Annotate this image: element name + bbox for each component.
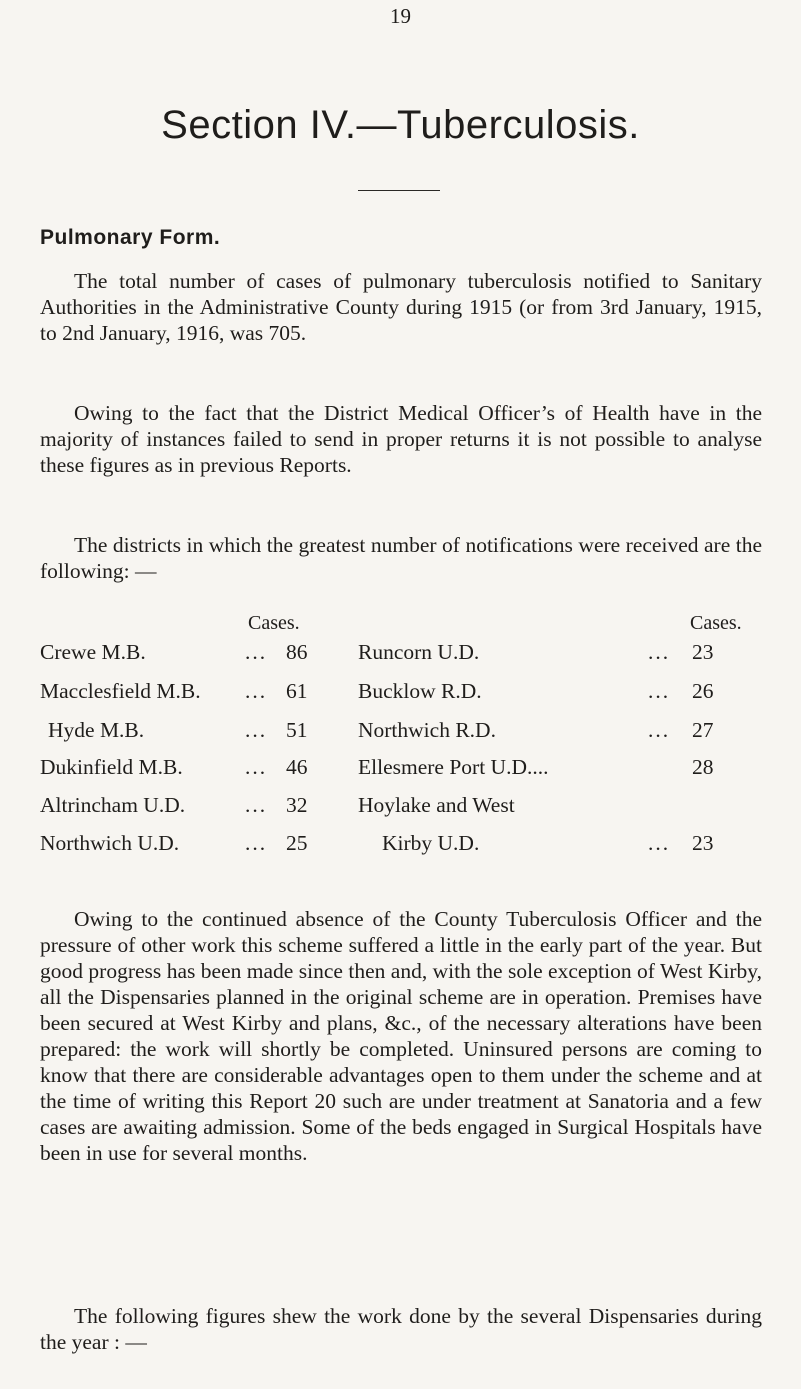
dot-leader: ...: [245, 831, 268, 855]
dot-leader: ...: [245, 718, 268, 742]
district-name: Crewe M.B.: [40, 640, 146, 664]
paragraph-returns: [40, 400, 762, 478]
case-count: 23: [692, 640, 714, 664]
case-count: 27: [692, 718, 714, 742]
dot-leader: ...: [648, 640, 671, 664]
paragraph-text: The districts in which the greatest number of notifications were received are the following: —: [40, 533, 762, 583]
case-count: 61: [286, 679, 308, 703]
district-name: Macclesfield M.B.: [40, 679, 201, 703]
paragraph-dispensaries-progress: [40, 906, 762, 1166]
district-name: Runcorn U.D.: [358, 640, 480, 664]
paragraph-text: Owing to the fact that the District Medical Officer’s of Health have in the majority of instances failed to send in proper returns it is not possible to analyse these figures as in previous Reports.: [40, 401, 762, 477]
case-count: 25: [286, 831, 308, 855]
dot-leader: ...: [648, 718, 671, 742]
dot-leader: ...: [245, 679, 268, 703]
dot-leader: ...: [245, 793, 268, 817]
dot-leader: ...: [648, 679, 671, 703]
district-name: Dukinfield M.B.: [40, 755, 183, 779]
case-count: 86: [286, 640, 308, 664]
paragraph-text: The following figures shew the work done by the several Dispensaries during the year : —: [40, 1304, 762, 1354]
district-name: Kirby U.D.: [382, 831, 480, 855]
paragraph-total-notified: [40, 268, 762, 346]
district-name: Northwich R.D.: [358, 718, 496, 742]
district-name: Hoylake and West: [358, 793, 515, 817]
subheading-pulmonary-form: Pulmonary Form.: [40, 226, 221, 249]
case-count: 28: [692, 755, 714, 779]
cases-header-right: Cases.: [690, 612, 742, 634]
case-count: 32: [286, 793, 308, 817]
dot-leader: ...: [245, 640, 268, 664]
district-name: Northwich U.D.: [40, 831, 180, 855]
case-count: 46: [286, 755, 308, 779]
district-name: Bucklow R.D.: [358, 679, 482, 703]
page-number: 19: [390, 4, 411, 28]
case-count: 51: [286, 718, 308, 742]
cases-header-left: Cases.: [248, 612, 300, 634]
dot-leader: ...: [648, 831, 671, 855]
paragraph-text: Owing to the continued absence of the County Tuberculosis Officer and the pressure of other work this scheme suffered a little in the early part of the year. But good progress has been made since then and, with the sole exception of West Kirby, all the Dispensaries planned in the original scheme are in operation. Premises have been secured at West Kirby and plans, &c., of the necessary alterations have been prepared: the work will shortly be completed. Uninsured persons are coming to know that there are considerable advantages open to them under the scheme and at the time of writing this Report 20 such are under treatment at Sanatoria and a few cases are awaiting admission. Some of the beds engaged in Surgical Hospitals have been in use for several months.: [40, 907, 762, 1165]
district-name: Ellesmere Port U.D....: [358, 755, 549, 779]
district-name: Hyde M.B.: [48, 718, 145, 742]
paragraph-text: The total number of cases of pulmonary tuberculosis notified to Sanitary Authorities in the Administrative County during 1915 (or from 3rd January, 1915, to 2nd January, 1916, was 705.: [40, 269, 762, 345]
paragraph-figures-intro: [40, 1303, 762, 1355]
dot-leader: ...: [245, 755, 268, 779]
case-count: 26: [692, 679, 714, 703]
district-name: Altrincham U.D.: [40, 793, 186, 817]
section-title: Section IV.—Tuberculosis.: [161, 103, 640, 147]
case-count: 23: [692, 831, 714, 855]
title-divider: [358, 190, 440, 191]
paragraph-districts-intro: [40, 532, 762, 584]
